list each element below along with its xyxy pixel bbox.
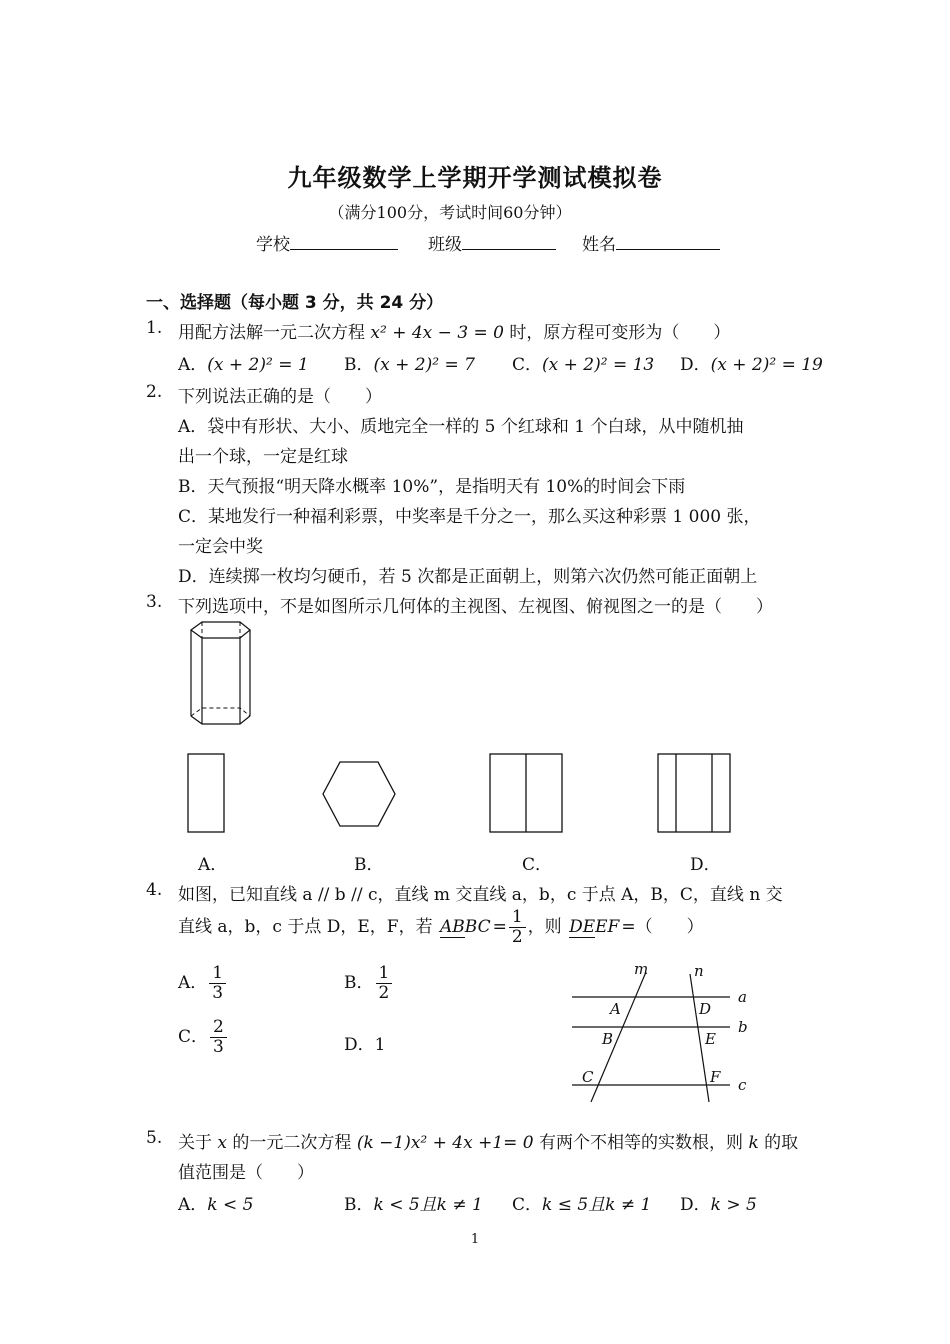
- q2-line: B．天气预报“明天降水概率 10%”，是指明天有 10%的时间会下雨: [178, 477, 686, 497]
- q1-option-b: [344, 350, 475, 375]
- option-text: (x + 2)² = 19: [710, 355, 823, 375]
- option-text: (x + 2)² = 1: [207, 355, 309, 375]
- q2-number: 2.: [146, 382, 163, 402]
- q4-number: 4.: [146, 880, 163, 900]
- q2-line: 出一个球，一定是红球: [178, 447, 348, 467]
- name-field: [582, 230, 720, 255]
- q5-option-c: [512, 1190, 651, 1215]
- class-field: [428, 230, 556, 255]
- school-blank: [290, 235, 398, 250]
- fraction-ab-bc: [440, 919, 491, 936]
- q4-line2-then: ，则: [527, 917, 562, 937]
- q2-line: C．某地发行一种福利彩票，中奖率是千分之一，那么买这种彩票 1 000 张，: [178, 507, 761, 527]
- page-number: 1: [470, 1232, 480, 1247]
- school-label: 学校: [256, 235, 290, 255]
- option-text: (x + 2)² = 7: [373, 355, 475, 375]
- option-label: B．: [344, 973, 374, 993]
- q1-option-a: [178, 350, 309, 375]
- school-field: [256, 230, 398, 255]
- option-label: D．: [680, 1195, 711, 1215]
- option-label: B．: [344, 355, 374, 375]
- fraction-numerator: 2: [210, 1018, 227, 1038]
- q5-option-d: [680, 1190, 757, 1215]
- subtitle: （满分100分，考试时间60分钟）: [328, 203, 572, 222]
- q4-line1: 如图，已知直线 a // b // c，直线 m 交直线 a，b，c 于点 A，B，C，直线 n 交: [178, 885, 783, 905]
- option-label: A．: [178, 355, 208, 375]
- hexagonal-prism-figure: [182, 618, 262, 728]
- option-label: C．: [178, 1027, 209, 1047]
- q3-view-a: [186, 752, 228, 834]
- q5-line1: [178, 1128, 798, 1153]
- q2-line: D．连续掷一枚均匀硬币，若 5 次都是正面朝上，则第六次仍然可能正面朝上: [178, 567, 758, 587]
- fraction-denominator: 3: [213, 1037, 224, 1057]
- q1-equation: x² + 4x − 3 = 0: [370, 323, 504, 343]
- option-text: (x + 2)² = 13: [542, 355, 655, 375]
- option-label: B．: [344, 1195, 374, 1215]
- option-text: k < 5且k ≠ 1: [373, 1195, 483, 1215]
- fraction-de-ef: [569, 919, 619, 936]
- q5-option-a: [178, 1190, 253, 1215]
- q2-line: 一定会中奖: [178, 537, 263, 557]
- point-E: E: [705, 1030, 716, 1048]
- option-text: k < 5: [207, 1195, 254, 1215]
- q1-stem: [178, 318, 730, 343]
- q5-text: 关于: [178, 1133, 212, 1153]
- q1-stem-tail: 时，原方程可变形为（ ）: [509, 323, 731, 343]
- q5-text: 有两个不相等的实数根，则: [539, 1133, 744, 1153]
- fraction-denominator: 2: [511, 927, 523, 947]
- label-n: n: [694, 962, 704, 980]
- point-B: B: [602, 1030, 614, 1048]
- fraction-numerator: AB: [440, 917, 465, 937]
- fraction-numerator: 1: [209, 964, 226, 984]
- q2-stem: 下列说法正确的是（ ）: [178, 387, 382, 407]
- fraction-denominator: EF: [595, 917, 620, 937]
- q3-option-b-label: B．: [354, 855, 384, 875]
- name-blank: [616, 235, 720, 250]
- q1-number: 1.: [146, 318, 163, 338]
- class-label: 班级: [428, 235, 462, 255]
- option-label: D．: [680, 355, 711, 375]
- section-heading: 一、选择题（每小题 3 分，共 24 分）: [146, 293, 444, 313]
- q3-option-a-label: A．: [198, 855, 228, 875]
- fraction-one-half: [509, 908, 526, 947]
- q3-view-d: [656, 752, 734, 834]
- label-m: m: [634, 960, 649, 978]
- fraction-denominator: 2: [378, 983, 390, 1003]
- q3-stem: 下列选项中，不是如图所示几何体的主视图、左视图、俯视图之一的是（ ）: [178, 597, 773, 617]
- q5-line2: 值范围是（ ）: [178, 1163, 314, 1183]
- q4-option-a: [178, 964, 228, 1003]
- q3-option-c-label: C．: [522, 855, 553, 875]
- fraction-numerator: DE: [569, 917, 596, 937]
- fraction-numerator: 1: [509, 908, 526, 928]
- option-label: C．: [512, 355, 543, 375]
- q4-line2: 直线 a，b，c 于点 D，E，F，若 ABBC = $\frac{1}{2}$ ，则 DEEF =（ ）: [178, 907, 704, 947]
- q5-variable-k: k: [748, 1133, 759, 1153]
- label-b: b: [738, 1018, 748, 1036]
- q5-text: 的一元二次方程: [232, 1133, 352, 1153]
- point-A: A: [610, 1000, 621, 1018]
- q4-option-c: [178, 1018, 229, 1057]
- label-a: a: [738, 988, 747, 1006]
- q4-option-d: D．1: [344, 1035, 386, 1055]
- label-c: c: [738, 1076, 747, 1094]
- option-text: k ≤ 5且k ≠ 1: [542, 1195, 652, 1215]
- point-D: D: [699, 1000, 712, 1018]
- q5-text: 的取: [764, 1133, 799, 1153]
- q4-option-b: [344, 964, 394, 1003]
- q5-equation: (k −1)x² + 4x +1= 0: [356, 1133, 534, 1153]
- q5-number: 5.: [146, 1128, 163, 1148]
- page-title: 九年级数学上学期开学测试模拟卷: [287, 164, 663, 192]
- q1-option-d: [680, 350, 823, 375]
- q2-line: A．袋中有形状、大小、质地完全一样的 5 个红球和 1 个白球，从中随机抽: [178, 417, 744, 437]
- option-label: C．: [512, 1195, 543, 1215]
- point-F: F: [710, 1068, 721, 1086]
- name-label: 姓名: [582, 235, 616, 255]
- fraction-denominator: 3: [212, 983, 224, 1003]
- q5-option-b: [344, 1190, 483, 1215]
- q3-view-c: [488, 752, 566, 834]
- q1-option-c: [512, 350, 654, 375]
- option-label: A．: [178, 1195, 208, 1215]
- q3-option-d-label: D．: [690, 855, 721, 875]
- option-label: A．: [178, 973, 208, 993]
- fraction-denominator: BC: [464, 917, 491, 937]
- q4-line2-tail: =（ ）: [621, 917, 704, 937]
- q3-number: 3.: [146, 592, 163, 612]
- q5-variable-x: x: [217, 1133, 227, 1153]
- class-blank: [462, 235, 556, 250]
- parallel-lines-figure: [566, 960, 762, 1108]
- fraction-numerator: 1: [376, 964, 393, 984]
- point-C: C: [582, 1068, 594, 1086]
- q4-line2-text: 直线 a，b，c 于点 D，E，F，若: [178, 917, 433, 937]
- q1-stem-text: 用配方法解一元二次方程: [178, 323, 365, 343]
- q3-view-b: [320, 756, 400, 832]
- option-text: k > 5: [710, 1195, 757, 1215]
